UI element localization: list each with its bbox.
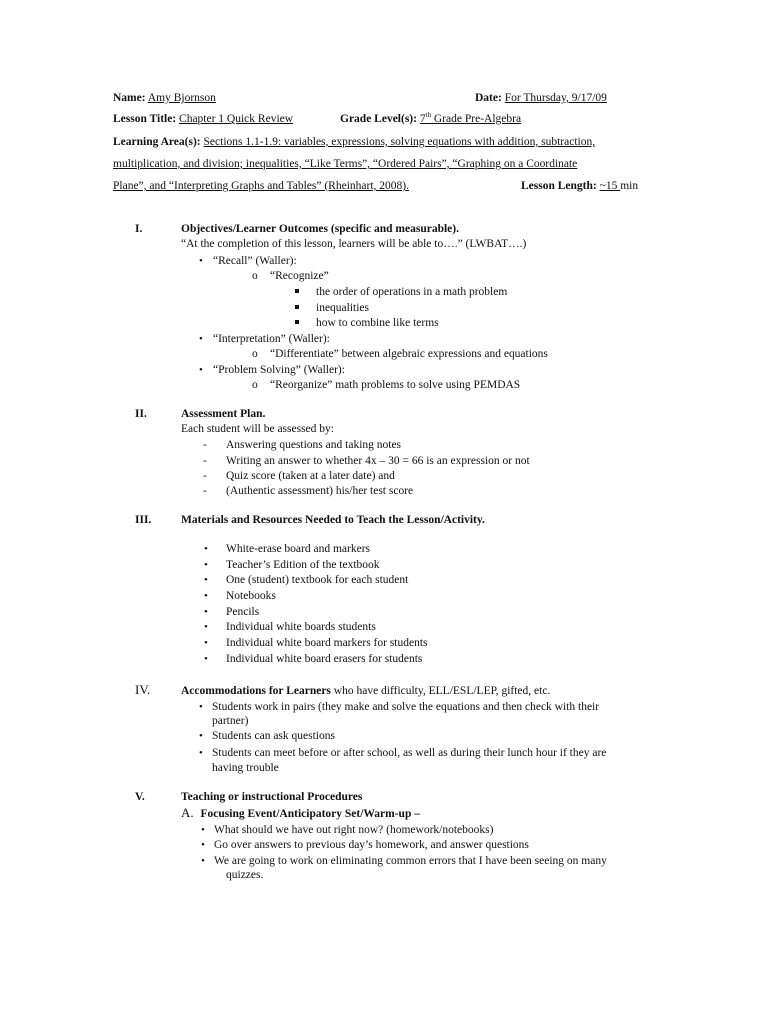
- objective-problem-solving: “Problem Solving” (Waller):: [213, 364, 345, 376]
- objective-differentiate: “Differentiate” between algebraic expressions and equations: [270, 348, 548, 360]
- accommodation-item-3-line-1: Students can meet before or after school, as well as during their lunch hour if they are: [212, 747, 607, 759]
- dash-marker: -: [203, 439, 207, 451]
- circle-marker-icon: o: [252, 379, 258, 391]
- section-4-title: [181, 684, 550, 698]
- material-item: White-erase board and markers: [226, 543, 370, 555]
- bullet-icon: •: [204, 590, 208, 602]
- learning-area-text-2: multiplication, and division; inequalities, “Like Terms”, “Ordered Pairs”, “Graphing on a Coordinate: [113, 158, 578, 170]
- date-value: For Thursday, 9/17/09: [504, 92, 607, 104]
- section-2-numeral: II.: [135, 408, 147, 420]
- learning-area-text-3: Plane”, and “Interpreting Graphs and Tables” (Rheinhart, 2008).: [113, 180, 409, 192]
- dash-marker: -: [203, 455, 207, 467]
- section-1-title: Objectives/Learner Outcomes (specific and measurable).: [181, 223, 459, 235]
- section-1-numeral: I.: [135, 223, 143, 235]
- bullet-icon: •: [199, 333, 203, 345]
- material-item: Notebooks: [226, 590, 276, 602]
- lesson-title-label: Lesson Title:: [113, 113, 177, 125]
- section-5-numeral: V.: [135, 791, 145, 803]
- bullet-icon: •: [199, 747, 203, 759]
- bullet-icon: •: [204, 606, 208, 618]
- objective-recognize: “Recognize”: [270, 270, 329, 282]
- name-value: Amy Bjornson: [147, 92, 216, 104]
- section-4-numeral: IV.: [135, 682, 151, 697]
- accommodation-item-3-line-2: having trouble: [212, 762, 279, 774]
- bullet-icon: •: [199, 730, 203, 742]
- recognize-item: inequalities: [316, 302, 370, 314]
- date-label: Date:: [475, 92, 502, 104]
- assessment-item: (Authentic assessment) his/her test score: [226, 485, 414, 497]
- grade-value: [420, 113, 521, 125]
- bullet-icon: •: [199, 364, 203, 376]
- dash-marker: -: [203, 485, 207, 497]
- section-2-intro: Each student will be assessed by:: [181, 423, 334, 435]
- section-4-title-rest: who have difficulty, ELL/ESL/LEP, gifted, etc.: [330, 685, 551, 697]
- subsection-a-letter: A.: [181, 805, 194, 820]
- bullet-icon: •: [204, 574, 208, 586]
- material-item: One (student) textbook for each student: [226, 574, 409, 586]
- recognize-item: the order of operations in a math problem: [316, 286, 508, 298]
- objective-interpretation: “Interpretation” (Waller):: [213, 333, 330, 345]
- section-3-title: Materials and Resources Needed to Teach the Lesson/Activity.: [181, 514, 485, 526]
- learning-area-line-1: [113, 135, 595, 149]
- assessment-item: Quiz score (taken at a later date) and: [226, 470, 395, 482]
- circle-marker-icon: o: [252, 270, 258, 282]
- assessment-item: Writing an answer to whether 4x – 30 = 66 is an expression or not: [226, 455, 530, 467]
- subsection-a-heading: [181, 806, 420, 821]
- square-bullet-icon: [295, 289, 299, 293]
- lesson-title-value: Chapter 1 Quick Review: [179, 113, 294, 125]
- grade-label: Grade Level(s):: [340, 113, 417, 125]
- objective-recall: “Recall” (Waller):: [213, 255, 297, 267]
- learning-area-text-1: Sections 1.1-1.9: variables, expressions, solving equations with addition, subtraction,: [203, 136, 596, 148]
- material-item: Pencils: [226, 606, 260, 618]
- procedure-item-1: What should we have out right now? (homework/notebooks): [214, 824, 494, 836]
- grade-text: Grade Pre-Algebra: [431, 113, 522, 125]
- section-2-title: Assessment Plan.: [181, 408, 266, 420]
- section-5-title: Teaching or instructional Procedures: [181, 791, 363, 803]
- accommodation-item-1-line-1: Students work in pairs (they make and solve the equations and then check with their: [212, 701, 600, 713]
- lesson-length-unit: min: [620, 180, 639, 192]
- assessment-item: Answering questions and taking notes: [226, 439, 402, 451]
- material-item: Teacher’s Edition of the textbook: [226, 559, 380, 571]
- material-item: Individual white board markers for students: [226, 637, 428, 649]
- accommodation-item-2: Students can ask questions: [212, 730, 335, 742]
- lesson-length-value: ~15: [599, 180, 621, 192]
- objective-reorganize: “Reorganize” math problems to solve using PEMDAS: [270, 379, 521, 391]
- square-bullet-icon: [295, 305, 299, 309]
- grade-line: [340, 112, 521, 126]
- dash-marker: -: [203, 470, 207, 482]
- date-line: [475, 91, 607, 105]
- grade-number: 7: [419, 113, 426, 125]
- bullet-icon: •: [199, 701, 203, 713]
- bullet-icon: •: [201, 839, 205, 851]
- bullet-icon: •: [204, 653, 208, 665]
- bullet-icon: •: [201, 855, 205, 867]
- grade-suffix: th: [425, 111, 432, 120]
- name-line: [113, 91, 216, 105]
- name-label: Name:: [113, 92, 146, 104]
- procedure-item-2: Go over answers to previous day’s homework, and answer questions: [214, 839, 529, 851]
- bullet-icon: •: [204, 637, 208, 649]
- bullet-icon: •: [204, 559, 208, 571]
- bullet-icon: •: [201, 824, 205, 836]
- material-item: Individual white board erasers for students: [226, 653, 423, 665]
- circle-marker-icon: o: [252, 348, 258, 360]
- procedure-item-3-line-2: quizzes.: [226, 869, 264, 881]
- section-4-title-bold: Accommodations for Learners: [181, 685, 331, 697]
- lesson-title-line: [113, 112, 293, 126]
- lesson-length-line: [521, 179, 638, 193]
- accommodation-item-1-line-2: partner): [212, 715, 249, 727]
- procedure-item-3-line-1: We are going to work on eliminating common errors that I have been seeing on many: [214, 855, 607, 867]
- learning-area-label: Learning Area(s):: [113, 136, 201, 148]
- material-item: Individual white boards students: [226, 621, 376, 633]
- subsection-a-title: Focusing Event/Anticipatory Set/Warm-up –: [200, 808, 420, 820]
- bullet-icon: •: [199, 255, 203, 267]
- bullet-icon: •: [204, 621, 208, 633]
- recognize-item: how to combine like terms: [316, 317, 439, 329]
- square-bullet-icon: [295, 320, 299, 324]
- bullet-icon: •: [204, 543, 208, 555]
- section-1-intro: “At the completion of this lesson, learners will be able to….” (LWBAT….): [181, 238, 527, 250]
- section-3-numeral: III.: [135, 514, 152, 526]
- lesson-length-label: Lesson Length:: [521, 180, 597, 192]
